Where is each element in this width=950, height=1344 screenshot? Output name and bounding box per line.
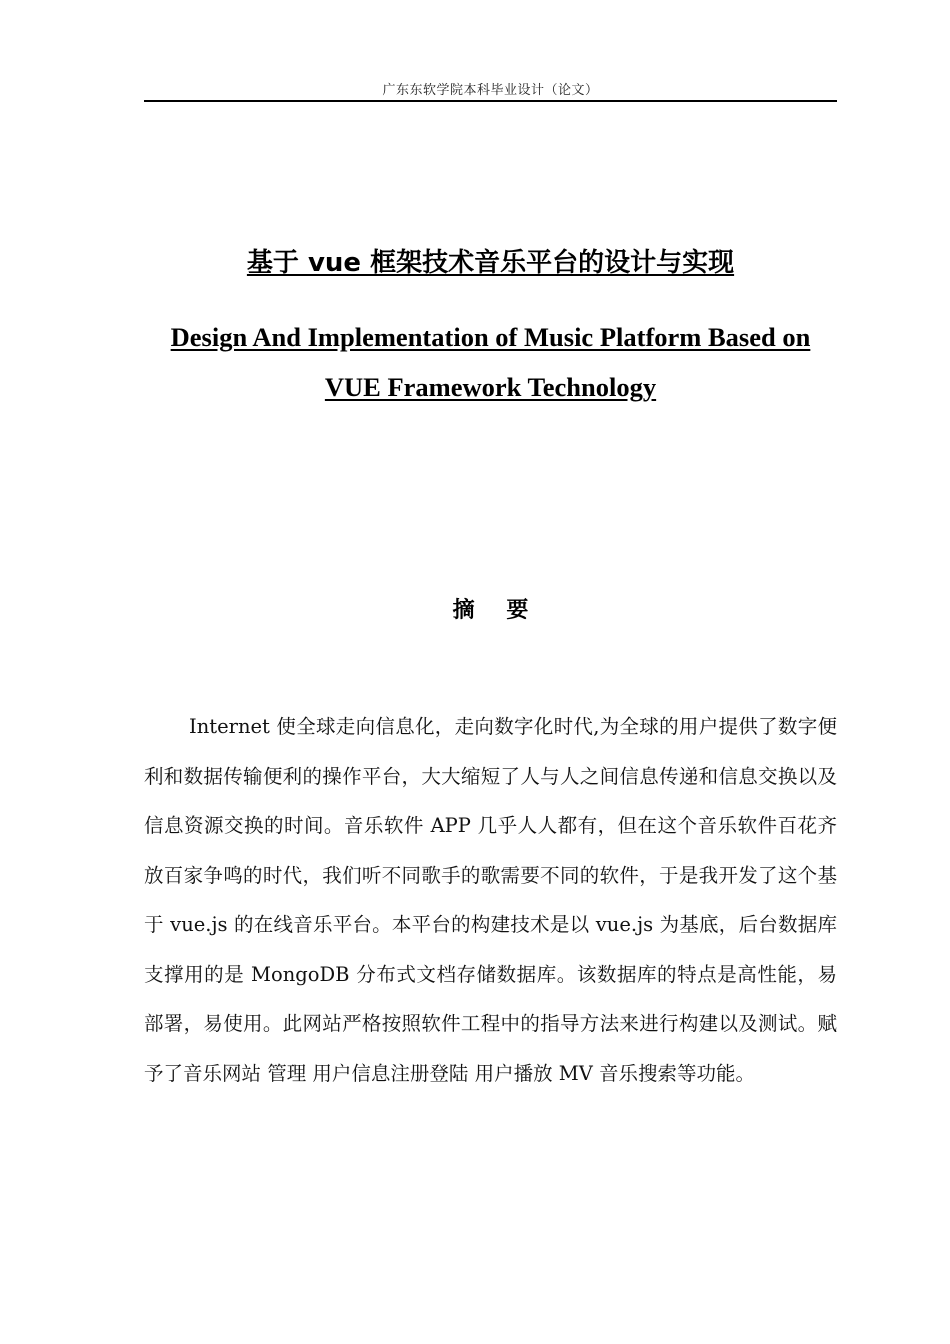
abstract-body: Internet 使全球走向信息化，走向数字化时代,为全球的用户提供了数字便利和数据传输便利的操作平台，大大缩短了人与人之间信息传递和信息交换以及信息资源交换的时间。音乐软件 APP 几乎人人都有，但在这个音乐软件百花齐放百家争鸣的时代，我们听不同歌手的歌需要不同的软件，于是我开发了这个基于 vue.js 的在线音乐平台。本平台的构建技术是以 vue.js 为基底，后台数据库支撑用的是 MongoDB 分布式文档存储数据库。该数据库的特点是高性能，易部署，易使用。此网站严格按照软件工程中的指导方法来进行构建以及测试。赋予了音乐网站 管理 用户信息注册登陆 用户播放 MV 音乐搜索等功能。 bbox=[144, 715, 837, 1085]
chinese-title: 基于 vue 框架技术音乐平台的设计与实现 bbox=[246, 248, 735, 278]
english-title: Design And Implementation of Music Platform Based on VUE Framework Technology bbox=[170, 322, 811, 402]
header-rule bbox=[144, 100, 837, 102]
abstract-heading: 摘 要 bbox=[452, 598, 541, 623]
running-header: 广东东软学院本科毕业设计（论文） bbox=[382, 83, 599, 98]
